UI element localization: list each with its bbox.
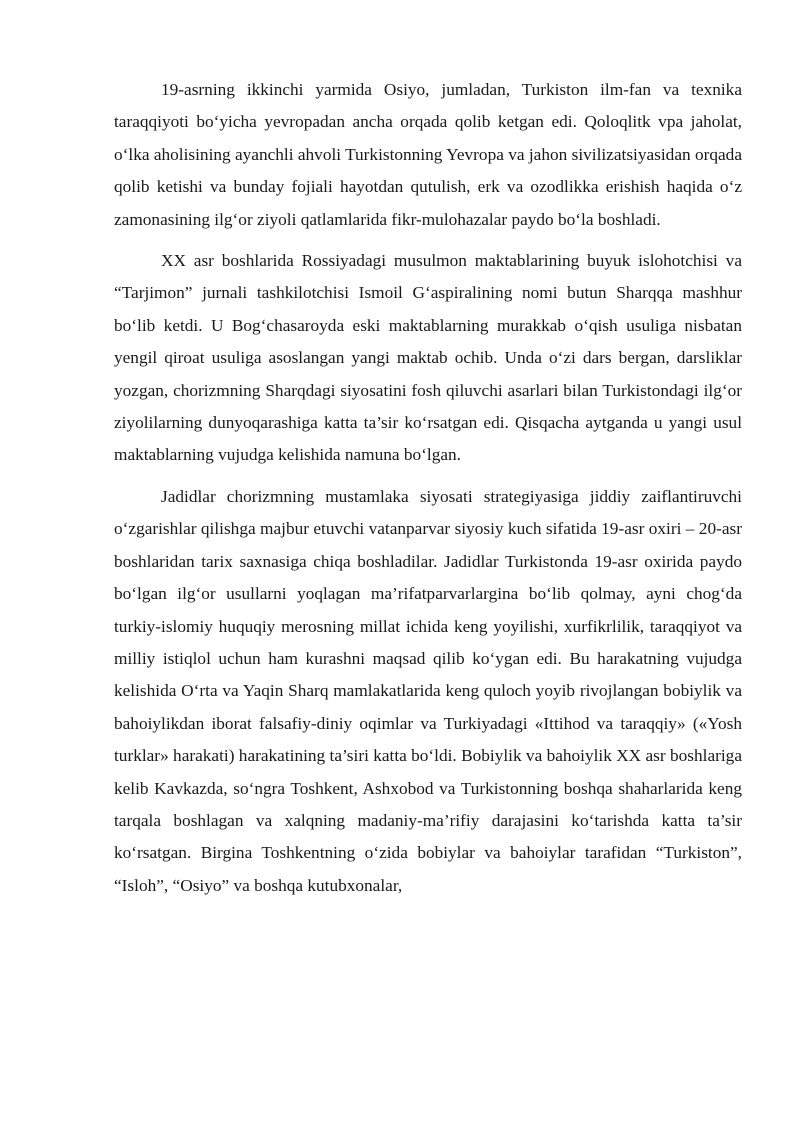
- paragraph-1: 19-asrning ikkinchi yarmida Osiyo, jumladan, Turkiston ilm-fan va texnika taraqqiyoti bo‘yicha yevropadan ancha orqada qolib ketgan edi. Qoloqlitk vpa jaholat, o‘lka aholisining ayanchli ahvoli Turkistonning Yevropa va jahon sivilizatsiyasidan orqada qolib ketishi va bunday fojiali hayotdan qutulish, erk va ozodlikka erishish haqida o‘z zamonasining ilg‘or ziyoli qatlamlarida fikr-mulohazalar paydo bo‘la boshladi.: [114, 80, 742, 229]
- paragraph-3: Jadidlar chorizmning mustamlaka siyosati strategiyasiga jiddiy zaiflantiruvchi o‘zgarishlar qilishga majbur etuvchi vatanparvar siyosiy kuch sifatida 19-asr oxiri – 20-asr boshlaridan tarix saxnasiga chiqa boshladilar. Jadidlar Turkistonda 19-asr oxirida paydo bo‘lgan ilg‘or usullarni yoqlagan ma’rifatparvarlargina bo‘lib qolmay, ayni chog‘da turkiy-islomiy huquqiy merosning millat ichida keng yoyilishi, xurfikrlilik, taraqqiyot va milliy istiqlol uchun ham kurashni maqsad qilib ko‘ygan edi. Bu harakatning vujudga kelishida O‘rta va Yaqin Sharq mamlakatlarida keng quloch yoyib rivojlangan bobiylik va bahoiylikdan iborat falsafiy-diniy oqimlar va Turkiyadagi «Ittihod va taraqqiy» («Yosh turklar» harakati) harakatining ta’siri katta bo‘ldi. Bobiylik va bahoiylik XX asr boshlariga kelib Kavkazda, so‘ngra Toshkent, Ashxobod va Turkistonning boshqa shaharlarida keng tarqala boshlagan va xalqning madaniy-ma’rifiy darajasini ko‘tarishda katta ta’sir ko‘rsatgan. Birgina Toshkentning o‘zida bobiylar va bahoiylar tarafidan “Turkiston”, “Isloh”, “Osiyo” va boshqa kutubxonalar,: [114, 486, 742, 895]
- document-page: [114, 74, 742, 911]
- paragraph-2: XX asr boshlarida Rossiyadagi musulmon maktablarining buyuk islohotchisi va “Tarjimon” jurnali tashkilotchisi Ismoil G‘aspiralining nomi butun Sharqqa mashhur bo‘lib ketdi. U Bog‘chasaroyda eski maktablarning murakkab o‘qish usuliga nisbatan yengil qiroat usuliga asoslangan yangi maktab ochib. Unda o‘zi dars bergan, darsliklar yozgan, chorizmning Sharqdagi siyosatini fosh qiluvchi asarlari bilan Turkistondagi ilg‘or ziyolilarning dunyoqarashiga katta ta’sir ko‘rsatgan edi. Qisqacha aytganda u yangi usul maktablarning vujudga kelishida namuna bo‘lgan.: [114, 251, 742, 465]
